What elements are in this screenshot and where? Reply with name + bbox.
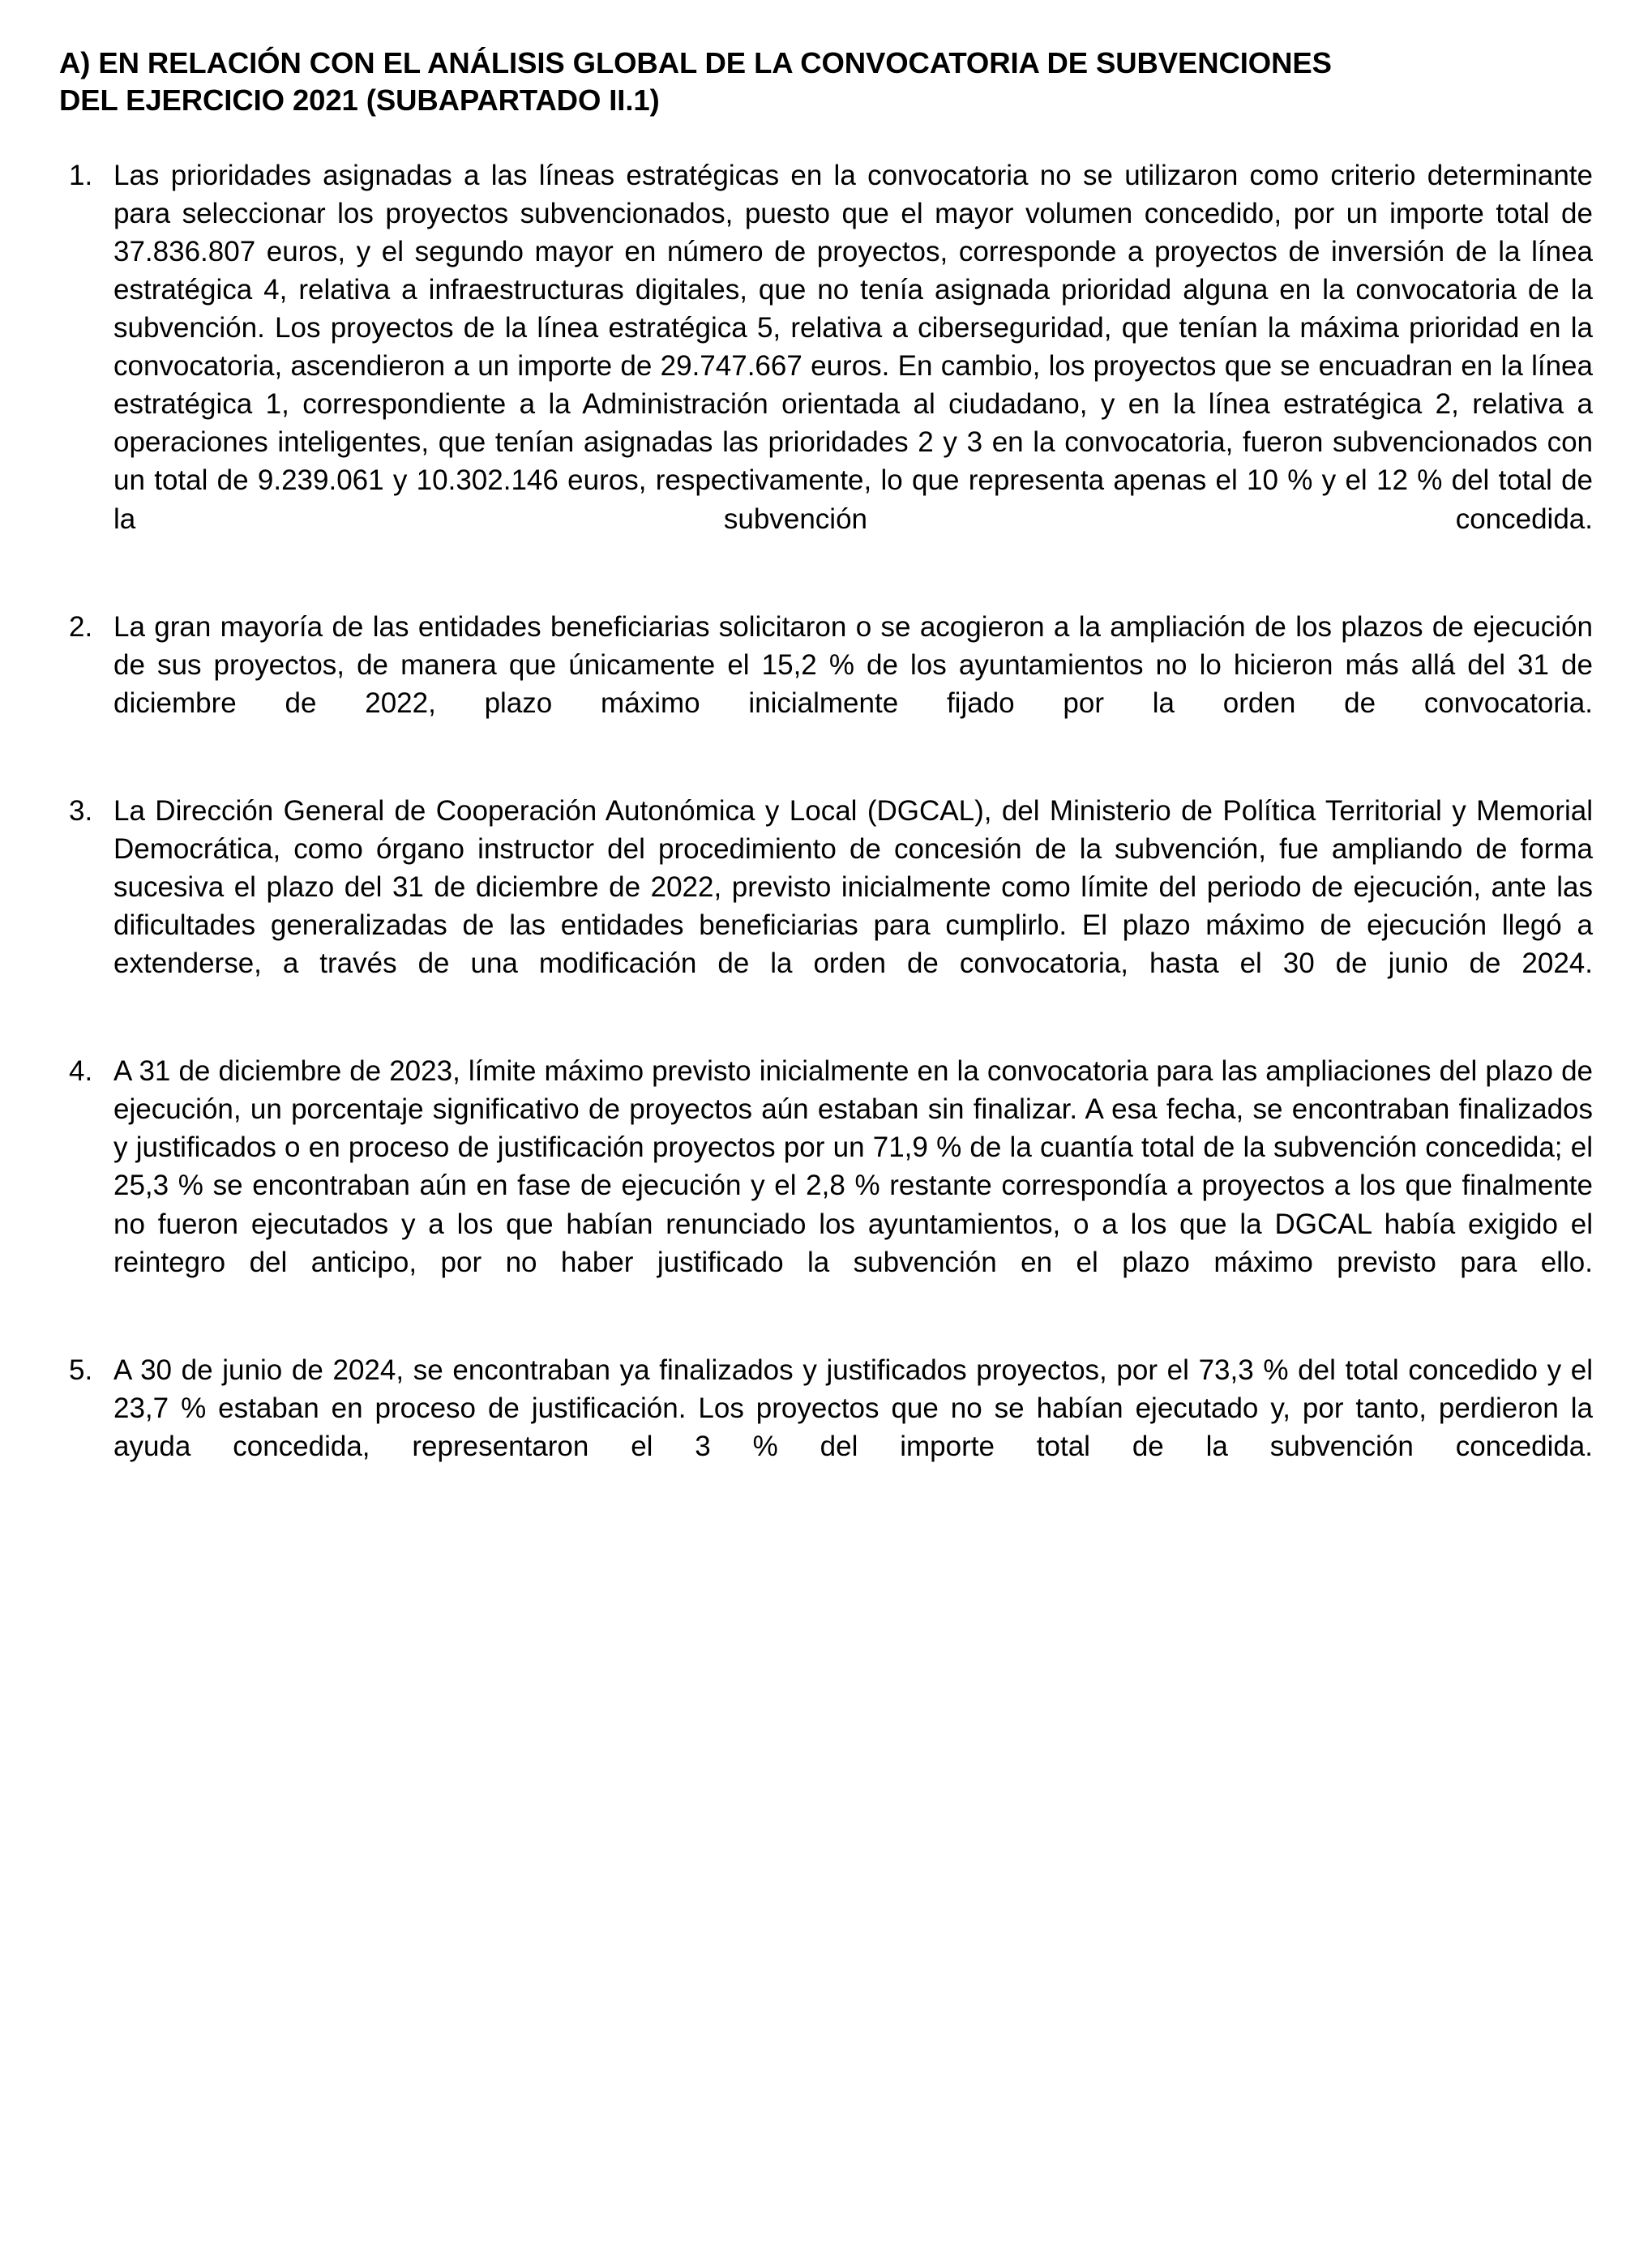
finding-number: 5. (69, 1354, 93, 1386)
page-title (59, 45, 1593, 119)
finding-item-2 (59, 608, 1593, 760)
finding-text: La gran mayoría de las entidades beneficiarias solicitaron o se acogieron a la ampliación de los plazos de ejecución de sus proyectos, de manera que únicamente el 15,2 % de los ayuntamientos no lo hicieron más allá del 31 de diciembre de 2022, plazo máximo inicialmente fijado por la orden de convocatoria. (113, 610, 1593, 719)
finding-text: A 31 de diciembre de 2023, límite máximo previsto inicialmente en la convocatoria para las ampliaciones del plazo de ejecución, un porcentaje significativo de proyectos aún estaban sin finalizar. A esa fecha, se encontraban finalizados y justificados o en proceso de justificación proyectos por un 71,9 % de la cuantía total de la subvención concedida; el 25,3 % se encontraban aún en fase de ejecución y el 2,8 % restante correspondía a proyectos a los que finalmente no fueron ejecutados y a los que habían renunciado los ayuntamientos, o a los que la DGCAL había exigido el reintegro del anticipo, por no haber justificado la subvención en el plazo máximo previsto para ello. (113, 1055, 1593, 1278)
finding-text: A 30 de junio de 2024, se encontraban ya finalizados y justificados proyectos, por el 73,3 % del total concedido y el 23,7 % estaban en proceso de justificación. Los proyectos que no se habían ejecutado y, por tanto, perdieron la ayuda concedida, representaron el 3 % del importe total de la subvención concedida. (113, 1354, 1593, 1462)
finding-number: 4. (69, 1055, 93, 1088)
finding-number: 1. (69, 159, 93, 191)
finding-item-1 (59, 156, 1593, 576)
finding-number: 2. (69, 610, 93, 643)
page-title-line-1: A) EN RELACIÓN CON EL ANÁLISIS GLOBAL DE LA CONVOCATORIA DE SUBVENCIONES (59, 46, 1332, 79)
finding-item-4 (59, 1052, 1593, 1319)
finding-text: Las prioridades asignadas a las líneas estratégicas en la convocatoria no se utilizaron como criterio determinante para seleccionar los proyectos subvencionados, puesto que el mayor volumen concedido, por un importe total de 37.836.807 euros, y el segundo mayor en número de proyectos, corresponde a proyectos de inversión de la línea estratégica 4, relativa a infraestructuras digitales, que no tenía asignada prioridad alguna en la convocatoria de la subvención. Los proyectos de la línea estratégica 5, relativa a ciberseguridad, que tenían la máxima prioridad en la convocatoria, ascendieron a un importe de 29.747.667 euros. En cambio, los proyectos que se encuadran en la línea estratégica 1, correspondiente a la Administración orientada al ciudadano, y en la línea estratégica 2, relativa a operaciones inteligentes, que tenían asignadas las prioridades 2 y 3 en la convocatoria, fueron subvencionados con un total de 9.239.061 y 10.302.146 euros, respectivamente, lo que representa apenas el 10 % y el 12 % del total de la subvención concedida. (113, 159, 1593, 535)
finding-item-3 (59, 792, 1593, 1020)
findings-list (59, 156, 1593, 1504)
finding-item-5 (59, 1351, 1593, 1504)
finding-text: La Dirección General de Cooperación Autonómica y Local (DGCAL), del Ministerio de Política Territorial y Memorial Democrática, como órgano instructor del procedimiento de concesión de la subvención, fue ampliando de forma sucesiva el plazo del 31 de diciembre de 2022, previsto inicialmente como límite del periodo de ejecución, ante las dificultades generalizadas de las entidades beneficiarias para cumplirlo. El plazo máximo de ejecución llegó a extenderse, a través de una modificación de la orden de convocatoria, hasta el 30 de junio de 2024. (113, 794, 1593, 980)
page-title-line-2: DEL EJERCICIO 2021 (SUBAPARTADO II.1) (59, 83, 660, 117)
finding-number: 3. (69, 794, 93, 827)
